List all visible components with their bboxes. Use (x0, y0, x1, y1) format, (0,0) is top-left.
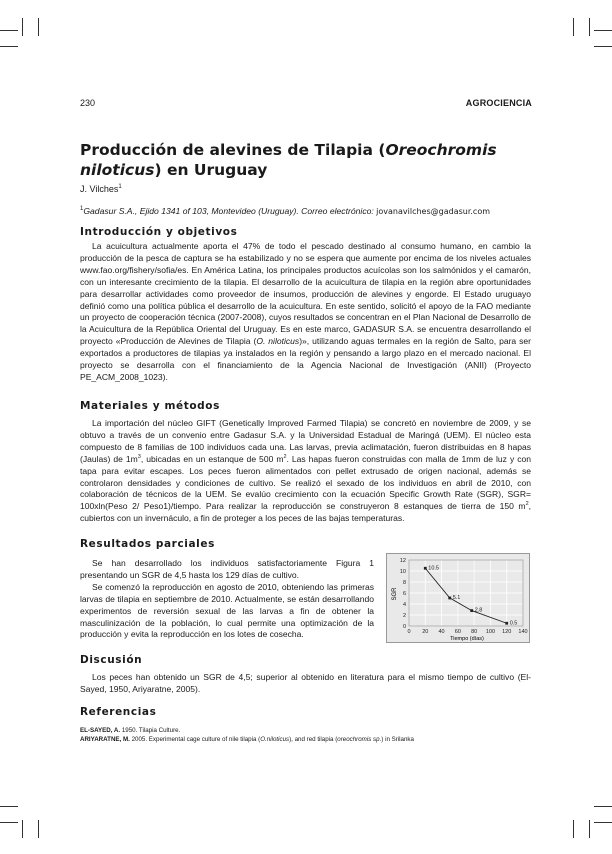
crop-mark (22, 820, 23, 838)
x-tick-label: 20 (422, 629, 429, 635)
species-name: Oreochromis niloticus (80, 141, 497, 179)
crop-mark (573, 18, 574, 36)
author: J. Vilches$^1$ (80, 184, 122, 194)
data-point (424, 567, 427, 570)
section-heading-methods: Materiales y métodos (80, 400, 220, 412)
data-label: 5.1 (452, 594, 461, 601)
x-tick-label: 100 (485, 629, 496, 635)
chart-svg (387, 554, 529, 642)
crop-mark (38, 820, 39, 838)
y-tick-label: 8 (402, 580, 406, 586)
journal-name: AGROCIENCIA (465, 98, 532, 108)
section-heading-references: Referencias (80, 706, 157, 718)
results-paragraph-2: Se comenzó la reproducción en agosto de 2010, obteniendo las primeras larvas de tilapia en septiembre de 2010. Actualmente, se están desarrollando experimentos de reversión sexual de las larvas a fin de obtener la masculinización de la población, lo cual permite una optimización de la producción y evita la reproducción en los lotes de cosecha. (80, 581, 374, 640)
x-tick-label: 120 (502, 629, 512, 635)
section-heading-discussion: Discusión (80, 654, 143, 666)
reference-item: ARIYARATNE, M. 2005. Experimental cage culture of nile tilapia (O.niloticus), and red tilapia (oreochromis sp.) in Srilanka (80, 736, 414, 743)
data-point (448, 597, 451, 600)
x-tick-label: 40 (438, 629, 445, 635)
results-paragraphs (80, 558, 374, 641)
crop-mark (594, 30, 612, 31)
email-link[interactable]: jovanavilches@gadasur.com (376, 207, 491, 216)
sgr-chart (386, 553, 530, 643)
reference-item: EL-SAYED, A. 1950. Tilapia Culture. (80, 727, 181, 734)
discussion-paragraph: Los peces han obtenido un SGR de 4,5; superior al obtenido en literatura para el mismo tiempo de cultivo (El-Sayed, 1950, Ariyaratne, 2005). (80, 672, 531, 694)
data-label: 10.5 (428, 565, 440, 572)
y-tick-label: 12 (399, 558, 406, 564)
crop-mark (0, 822, 18, 823)
crop-mark (589, 820, 590, 838)
data-label: 0.5 (509, 620, 518, 627)
data-point (505, 622, 508, 625)
reference-list (80, 726, 414, 744)
page-number: 230 (80, 98, 96, 108)
crop-mark (589, 18, 590, 36)
x-axis-label: Tiempo (días) (450, 636, 484, 642)
data-label: 2.8 (474, 607, 483, 614)
crop-mark (0, 46, 18, 47)
results-paragraph-1: Se han desarrollado los individuos satisfactoriamente Figura 1 presentando un SGR de 4,5 hasta los 129 días de cultivo. (80, 558, 374, 580)
y-tick-label: 10 (399, 569, 406, 575)
crop-mark (594, 806, 612, 807)
y-tick-label: 4 (402, 602, 406, 608)
affiliation: $^1$Gadasur S.A., Ejido 1341 of 103, Montevideo (Uruguay). Correo electrónico: jovanavilches@gadasur.com (80, 206, 491, 216)
y-tick-label: 2 (402, 613, 406, 619)
intro-paragraph: La acuicultura actualmente aporta el 47% de todo el pescado destinado al consumo humano, en cambio la producción de la pesca de captura se ha estabilizado y no se espera que aumente por encima de los niveles actuales www.fao.org/fishery/sofia/es. En América Latina, los principales productos acuícolas son los salmónidos y el camarón, con un interesante crecimiento de la tilapia. El desarrollo de la acuicultura de tilapia en la región abre oportunidades para desarrollar actividades como proveedor de insumos, producción de alevines y engorde. El Estado uruguayo definió como una política pública el desarrollo de la acuicultura. En este sentido, solicitó el apoyo de la FAO mediante un proyecto de cooperación técnica (2007-2008), cuyos resultados se concentran en el Plan Nacional de Desarrollo de la Acuicultura de la República Oriental del Uruguay. Es en este marco, GADASUR S.A. se encuentra desarrollando el proyecto «Producción de Alevines de Tilapia (O. niloticus)», utilizando aguas termales en la región de Salto, para ser exportados a productores de tilapias ya instalados en la región y pensando a largo plazo en el mercado nacional. El proyecto se desarrolla con el financiamiento de la Agencia Nacional de Investigación (ANII) (Proyecto PE_ACM_2008_1023). (80, 241, 531, 382)
y-axis-label: SGR (392, 587, 398, 601)
section-heading-intro: Introducción y objetivos (80, 226, 238, 238)
crop-mark (594, 46, 612, 47)
x-tick-label: 140 (518, 629, 528, 635)
x-tick-label: 0 (407, 629, 411, 635)
crop-mark (22, 18, 23, 36)
crop-mark (594, 822, 612, 823)
y-tick-label: 6 (402, 591, 406, 597)
crop-mark (38, 18, 39, 36)
x-tick-label: 80 (471, 629, 478, 635)
section-heading-results: Resultados parciales (80, 538, 215, 550)
crop-mark (573, 820, 574, 838)
data-point (470, 609, 473, 612)
crop-mark (0, 30, 18, 31)
paper-title: Producción de alevines de Tilapia (Oreochromis niloticus) en Uruguay (80, 141, 497, 179)
methods-paragraph: La importación del núcleo GIFT (Genetically Improved Farmed Tilapia) se concretó en noviembre de 2009, y se obtuvo a través de un convenio entre Gadasur S.A. y la Universidad Estadual de Maringá (UEM). El núcleo esta compuesto de 8 familias de 100 individuos cada una. Las larvas, previa aclimatación, fueron distribuidas en 8 hapas (Jaulas) de $1m^3$, ubicadas en un estanque de 500 $m^2$. Las hapas fueron construidas con malla de 1mm de luz y con tapa para evitar escapes. Los peces fueron alimentados con pellet extrusado de origen nacional, además se controlaron densidades y condiciones de cultivo. Se realizó el sexado de los individuos en abril de 2010, con colaboración de técnicos de la UEM. Se evalúo crecimiento con la ecuación Specific Growth Rate (SGR), SGR= 100xln(Peso 2/ Peso1)/tiempo. Para realizar la reproducción se construyeron 8 estanques de tierra de 150 $m^2$, cubiertos con un invernáculo, a fin de proteger a los peces de las bajas temperaturas. (80, 418, 531, 524)
x-tick-label: 60 (454, 629, 461, 635)
y-tick-label: 0 (402, 624, 406, 630)
crop-mark (0, 806, 18, 807)
